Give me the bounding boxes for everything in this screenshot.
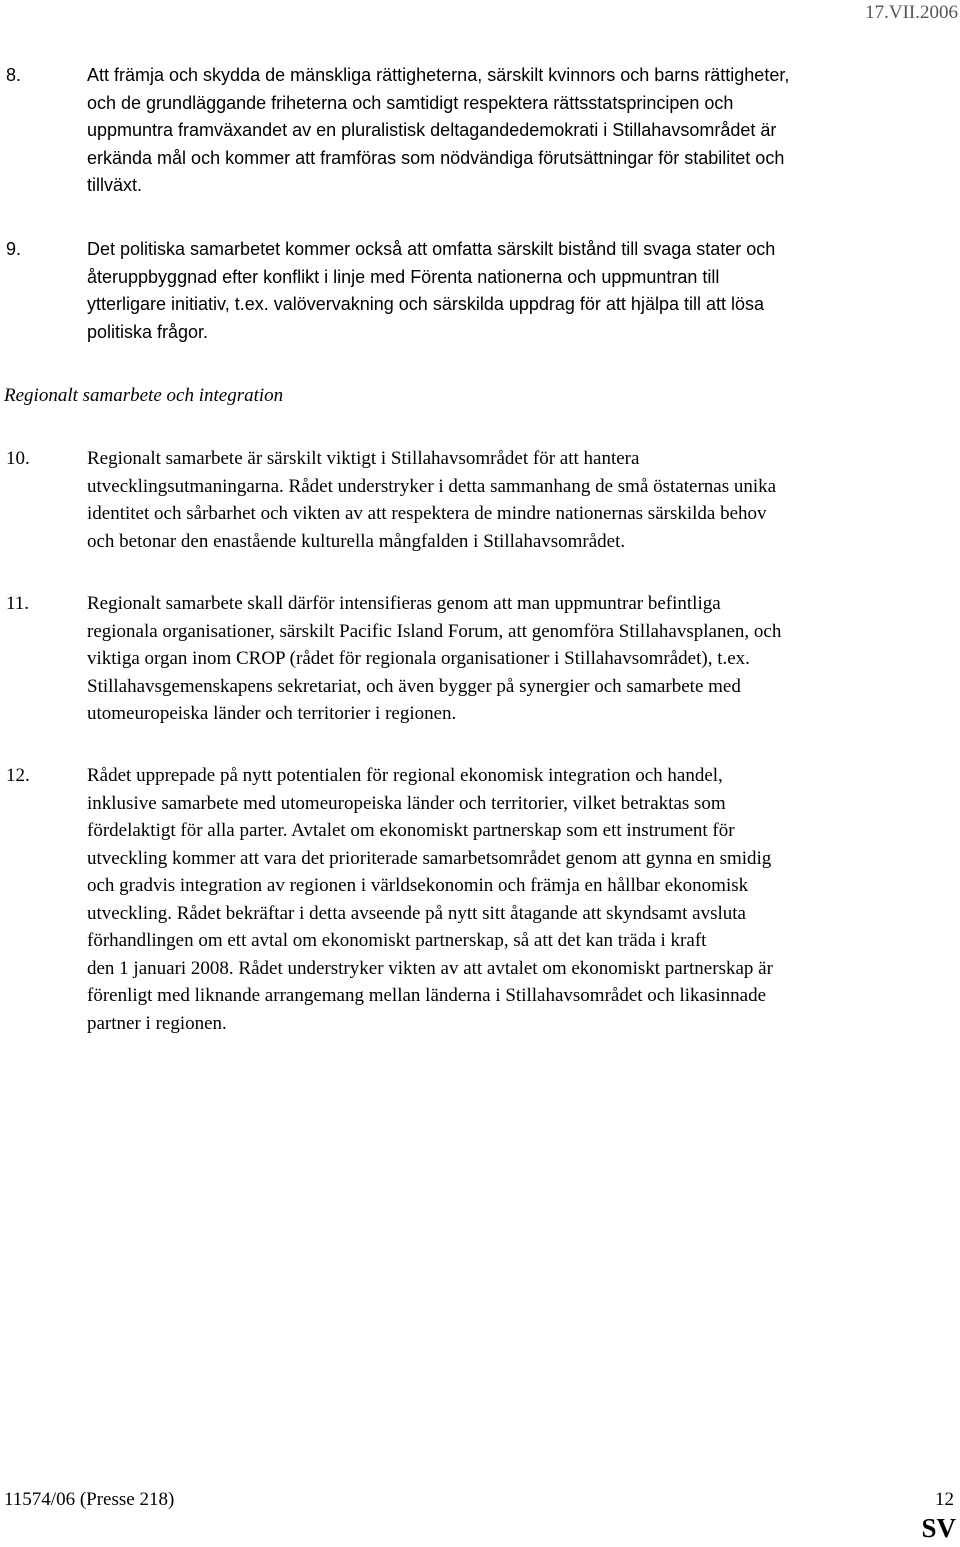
paragraph-text: Det politiska samarbetet kommer också att omfatta särskilt bistånd till svaga stater och återuppbyggnad efter konflikt i linje med Förenta nationerna och uppmuntran till ytterligare initiativ, t.ex. valövervakning och särskilda uppdrag för att hjälpa till att lösa politiska frågor. xyxy=(87,239,776,342)
paragraph-text: Rådet upprepade på nytt potentialen för regional ekonomisk integration och handel, inklusive samarbete med utomeuropeiska länder och territorier, vilket betraktas som fördelaktigt för alla parter. Avtalet om ekonomiskt partnerskap som ett instrument för utveckling kommer att vara det prioriterade samarbetsområdet genom att gynna en smidig och gradvis integration av regionen i världsekonomin och främja en hållbar ekonomisk utveckling. Rådet bekräftar i detta avseende på nytt sitt åtagande att skyndsamt avsluta förhandlingen om ett avtal om ekonomiskt partnerskap, så att det kan träda i kraft den 1 januari 2008. Rådet understryker vikten av att avtalet om ekonomiskt partnerskap är förenligt med liknande arrangemang mellan länderna i Stillahavsområdet och likasinnade partner i regionen. xyxy=(87,765,773,1034)
paragraph-text: Att främja och skydda de mänskliga rättigheterna, särskilt kvinnors och barns rättigheter, och de grundläggande friheterna och samtidigt respektera rättsstatsprincipen och uppmuntra framväxandet av en pluralistisk deltagandedemokrati i Stillahavsområdet är erkända mål och kommer att framföras som nödvändiga förutsättningar för stabilitet och tillväxt. xyxy=(87,65,790,195)
paragraph-number: 9. xyxy=(6,239,22,259)
language-code: SV xyxy=(921,1513,956,1543)
section-heading: Regionalt samarbete och integration xyxy=(4,385,284,406)
paragraph-number: 8. xyxy=(6,65,22,85)
paragraph-number: 11. xyxy=(6,593,30,614)
page-number: 12 xyxy=(935,1489,954,1510)
paragraph-number: 12. xyxy=(6,765,30,786)
paragraph-text: Regionalt samarbete skall därför intensifieras genom att man uppmuntrar befintliga regionala organisationer, särskilt Pacific Island Forum, att genomföra Stillahavsplanen, och viktiga organ inom CROP (rådet för regionala organisationer i Stillahavsområdet), t.ex. Stillahavsgemenskapens sekretariat, och även bygger på synergier och samarbete med utomeuropeiska länder och territorier i regionen. xyxy=(87,593,782,724)
paragraph-text: Regionalt samarbete är särskilt viktigt i Stillahavsområdet för att hantera utvecklingsutmaningarna. Rådet understryker i detta sammanhang de små östaternas unika identitet och sårbarhet och vikten av att respektera de mindre nationernas särskilda behov och betonar den enastående kulturella mångfalden i Stillahavsområdet. xyxy=(87,448,777,552)
paragraph-number: 10. xyxy=(6,448,30,469)
document-reference: 11574/06 (Presse 218) xyxy=(4,1489,175,1510)
page-date: 17.VII.2006 xyxy=(865,2,958,23)
